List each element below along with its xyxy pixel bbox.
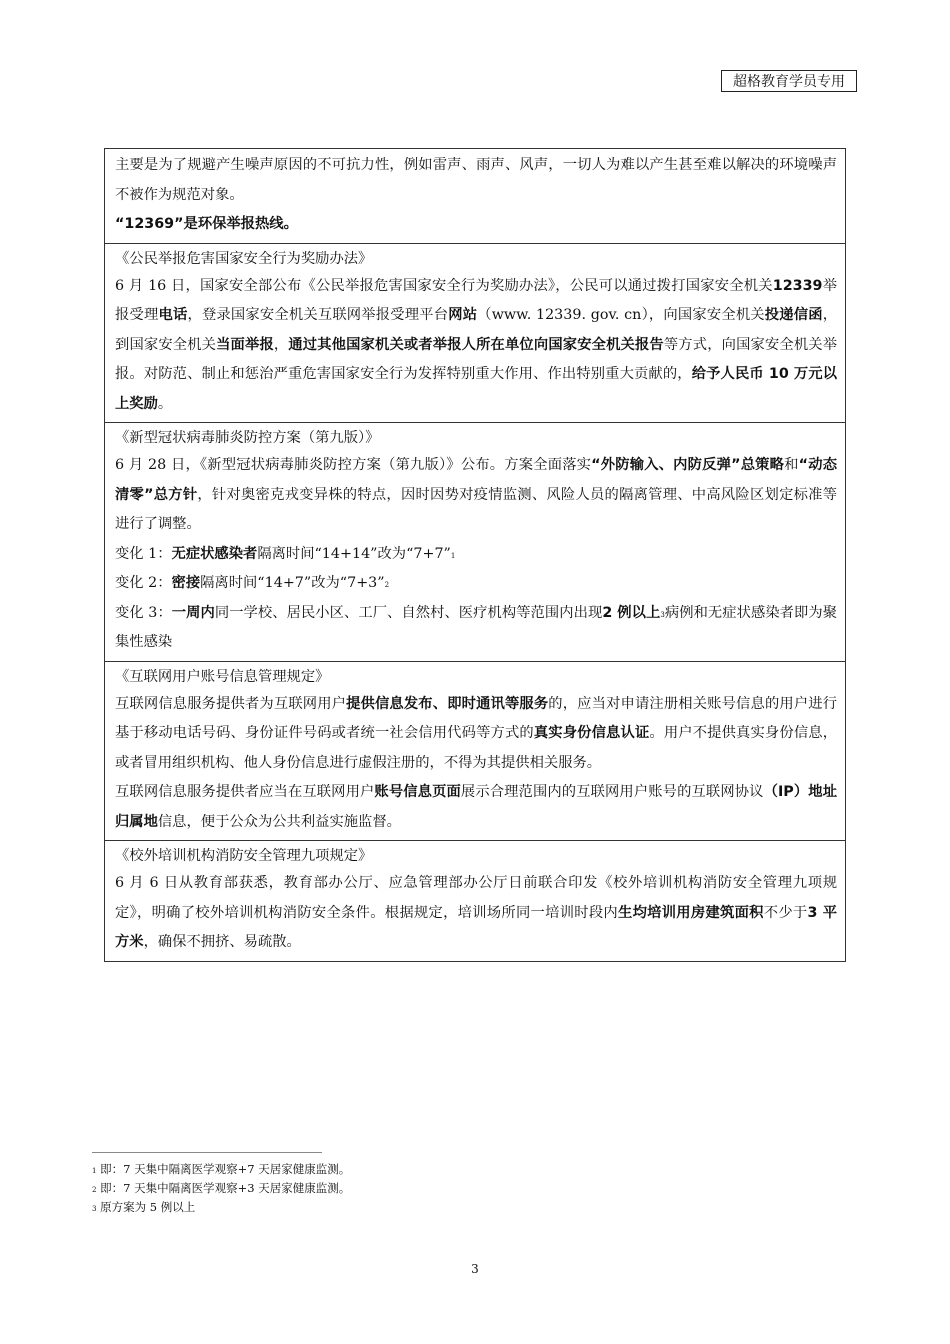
footnote-ref[interactable]: 1 [450, 551, 456, 560]
section-fire-safety-rules [105, 841, 845, 962]
section-title: 《公民举报危害国家安全行为奖励办法》 [115, 250, 373, 267]
section-body: 6 月 28 日，《新型冠状病毒肺炎防控方案（第九版）》公布。方案全面落实“外防输入、内防反弹”总策略和“动态清零”总方针，针对奥密克戎变异株的特点，因时因势对疫情监测、风险人员的隔离管理、中高风险区划定标准等进行了调整。 [115, 457, 837, 532]
hotline-note: “12369”是环保举报热线。 [115, 216, 298, 232]
section-body-2: 互联网信息服务提供者应当在互联网用户账号信息页面展示合理范围内的互联网用户账号的互联网协议（IP）地址归属地信息，便于公众为公共利益实施监督。 [115, 784, 838, 830]
footnotes [92, 1160, 350, 1217]
section-body: 6 月 6 日从教育部获悉，教育部办公厅、应急管理部办公厅日前联合印发《校外培训机构消防安全管理九项规定》，明确了校外培训机构消防安全条件。根据规定，培训场所同一培训时段内生均培训用房建筑面积不少于3 平方米，确保不拥挤、易疏散。 [115, 875, 838, 950]
section-account-info-rules [105, 662, 845, 842]
noise-paragraph: 主要是为了规避产生噪声原因的不可抗力性，例如雷声、雨声、风声，一切人为难以产生甚至难以解决的环境噪声不被作为规范对象。 [115, 157, 837, 203]
footnote-ref[interactable]: 2 [384, 581, 390, 589]
section-title: 《校外培训机构消防安全管理九项规定》 [115, 848, 373, 864]
page-number: 3 [471, 1262, 479, 1276]
content-table [104, 148, 846, 962]
footnote-ref[interactable]: 3 [660, 610, 665, 619]
section-noise [105, 149, 845, 244]
footnote: $^2$ 即：7 天集中隔离医学观察+3 天居家健康监测。 [92, 1181, 351, 1195]
section-body: 互联网信息服务提供者为互联网用户提供信息发布、即时通讯等服务的，应当对申请注册相关账号信息的用户进行基于移动电话号码、身份证件号码或者统一社会信用代码等方式的真实身份信息认证。用户不提供真实身份信息，或者冒用组织机构、他人身份信息进行虚假注册的，不得为其提供相关服务。 [115, 695, 838, 771]
section-title: 《互联网用户账号信息管理规定》 [115, 668, 330, 685]
footnote: $^1$ 即：7 天集中隔离医学观察+7 天居家健康监测。 [92, 1162, 351, 1176]
section-covid-plan [105, 423, 845, 662]
footnote: $^3$ 原方案为 5 例以上 [92, 1200, 196, 1214]
section-body: 6 月 16 日，国家安全部公布《公民举报危害国家安全行为奖励办法》，公民可以通过拨打国家安全机关12339举报受理电话，登录国家安全机关互联网举报受理平台网站（www. 12339. gov. cn），向国家安全机关投递信函，到国家安全机关当面举报，通过其他国家机关或者举报人所在单位向国家安全机关报告等方式，向国家安全机关举报。对防范、制止和惩治严重危害国家安全行为发挥特别重大作用、作出特别重大贡献的，给予人民币 10 万元以上奖励。 [115, 277, 838, 412]
watermark-label: 超格教育学员专用 [721, 70, 857, 92]
section-national-security-reward [105, 244, 845, 424]
change-item-1: 变化 1：无症状感染者隔离时间“14+14”改为“7+7”$^1$ [115, 545, 456, 562]
footnote-divider [92, 1152, 322, 1153]
change-item-3: 变化 3：一周内同一学校、居民小区、工厂、自然村、医疗机构等范围内出现2 例以上$^3$病例和无症状感染者即为聚集性感染 [115, 604, 838, 650]
section-title: 《新型冠状病毒肺炎防控方案（第九版）》 [115, 430, 380, 446]
change-item-2: 变化 2：密接隔离时间“14+7”改为“7+3”$^2$ [115, 575, 390, 591]
